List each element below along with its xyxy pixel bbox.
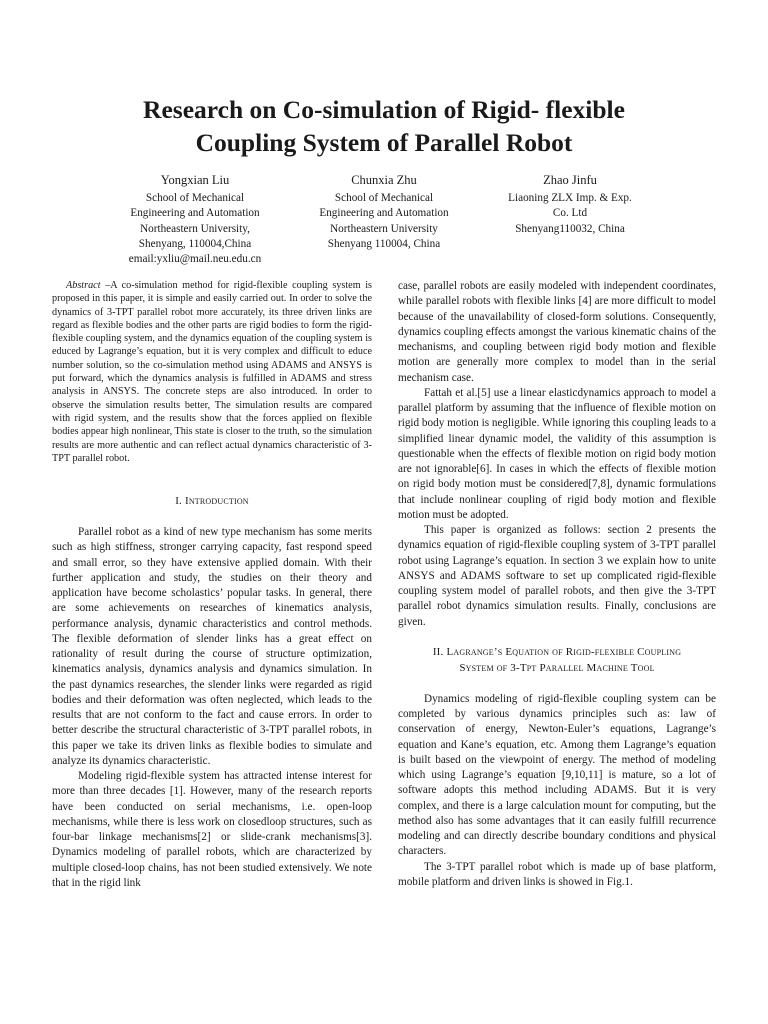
author-affiliation-line: Shenyang 110004, China (327, 237, 441, 250)
body-paragraph-fattah: Fattah et al.[5] use a linear elasticdynamics approach to model a parallel platform by assuming that the influence of flexible motion on rigid body motion is negligible. While ignoring this coupling leads to a simplified linear dynamic model, the validity of this assumption is questionable when the effects of flexible motion on rigid body motion are not ignorable[6]. In cases in which the effects of flexible motion on rigid body motion must be considered[7,8], dynamic formulations that include nonlinear coupling of rigid body motion and flexible motion must be adopted. (398, 386, 716, 521)
paper-title (60, 93, 708, 159)
right-column (398, 279, 716, 890)
author-affiliation-line: Northeastern University, (140, 222, 250, 235)
author-affiliation-line: Northeastern University (330, 222, 438, 235)
title-line-1: Research on Co-simulation of Rigid- flexible (143, 95, 625, 124)
abstract-label: Abstract (66, 280, 101, 291)
body-paragraph-continued: case, parallel robots are easily modeled with independent coordinates, while parallel robots with flexible links [4] are more difficult to model because of the unavailability of closed-form solutions. Consequently, dynamics coupling effects amongst the various kinematic chains of the mechanisms, and coupling between rigid body motion and flexible motion are generally more complex to model than in the serial mechanism case. (398, 280, 716, 384)
section-heading-introduction: I. Introduction (175, 495, 249, 508)
author-1 (95, 172, 295, 267)
author-email: email:yxliu@mail.neu.edu.cn (128, 253, 262, 266)
title-line-2: Coupling System of Parallel Robot (195, 128, 573, 157)
author-name: Zhao Jinfu (543, 173, 597, 187)
section2-paragraph-2: The 3-TPT parallel robot which is made up of base platform, mobile platform and driven links is showed in Fig.1. (398, 860, 716, 888)
abstract (52, 279, 372, 465)
author-2 (284, 172, 484, 252)
body-paragraph-organization: This paper is organized as follows: section 2 presents the dynamics equation of rigid-flexible coupling system of 3-TPT parallel robot using Lagrange’s equation. In section 3 we explain how to unite ANSYS and ADAMS software to set up complicated rigid-flexible coupling system model of parallel robots, and then give the 3-TPT parallel robot dynamics simulation results. Finally, conclusions are given. (398, 524, 716, 628)
author-affiliation-line: School of Mechanical (145, 192, 245, 204)
author-name: Chunxia Zhu (351, 173, 417, 187)
author-affiliation-line: School of Mechanical (334, 192, 434, 204)
abstract-text: –A co-simulation method for rigid-flexible coupling system is proposed in this paper, it is simple and easily carried out. In order to solve the dynamics of 3-TPT parallel robot more accurately, its three driven links are regard as flexible bodies and the other parts are rigid bodies to form the rigid-flexible coupling system, and the dynamics equation of the coupling system is educed by Lagrange’s equation, but it is very complex and difficult to educe number solution, so the co-simulation method using ADAMS and ANSYS is put forward, which the dynamics analysis is fulfilled in ADAMS and stress analysis in ANSYS. The concrete steps are also introduced. In order to observe the simulation results better, The simulation results are compared with rigid system, and the results show that the forces applied on flexible bodies appear high nonlinear, This state is closer to the truth, so the simulation results are more authentic and can reflect actual dynamics characteristic of 3-TPT parallel robot. (52, 280, 372, 464)
left-column (52, 279, 372, 891)
author-affiliation-line: Engineering and Automation (130, 207, 260, 220)
intro-paragraph-2: Modeling rigid-flexible system has attracted intense interest for more than three decades [1]. However, many of the research reports have been conducted on serial mechanisms, i.e. open-loop mechanisms, while there is less work on closedloop structures, such as four-bar linkage mechanisms[2] or slide-crank mechanisms[3]. Dynamics modeling of parallel robots, which are characterized by multiple closed-loop chains, has not been studied extensively. We note that in the rigid link (52, 770, 372, 889)
author-name: Yongxian Liu (160, 173, 230, 187)
section-heading-lagrange (398, 644, 716, 676)
author-affiliation-line: Shenyang110032, China (515, 222, 625, 235)
intro-paragraph-1: Parallel robot as a kind of new type mechanism has some merits such as high stiffness, stronger carrying capacity, fast respond speed and small error, so they have extensive applied domain. With their further application and study, the studies on their theory and application have become scholastics’ popular tasks. In general, there are some achievements on researches of kinematics analysis, performance analysis, dynamic characteristics and control methods. The flexible deformation of slender links has a great effect on rationality of result during the course of structure optimization, kinematics analysis, dynamics analysis and dynamics simulation. In the past dynamics researches, the slender links were regarded as rigid bodies and their deformation was often neglected, which leads to the results that are not conform to the fact and cause errors. In order to better describe the structural characteristic of 3-TPT parallel robots, in this paper we take its driven links as flexible bodies to simulate and analyze its dynamics characteristic. (52, 526, 372, 767)
author-affiliation-line: Engineering and Automation (319, 207, 449, 220)
author-affiliation-line: Liaoning ZLX Imp. & Exp. (508, 192, 632, 204)
section-heading-line-2: System of 3-Tpt Parallel Machine Tool (459, 661, 655, 674)
section-heading-line-1: II. Lagrange’s Equation of Rigid-flexible Coupling (432, 645, 682, 658)
author-3 (470, 172, 670, 237)
author-affiliation-line: Shenyang, 110004,China (138, 237, 252, 250)
section2-paragraph-1: Dynamics modeling of rigid-flexible coupling system can be completed by various dynamics principles such as: law of conservation of energy, Newton-Euler’s equations, Lagrange’s equation and Kane’s equation, etc. Among them Lagrange’s equation is built based on the viewpoint of energy. The method of modeling which using Lagrange’s equation [9,10,11] is mature, so a lot of software adopts this method including ADAMS. But it is very complex, and there is a large calculation mount for computing, but the method also has some advantages that it can easily fulfill recurrence modeling and can directly describe boundary conditions and physical characters. (398, 692, 716, 858)
author-affiliation-line: Co. Ltd (552, 207, 588, 220)
